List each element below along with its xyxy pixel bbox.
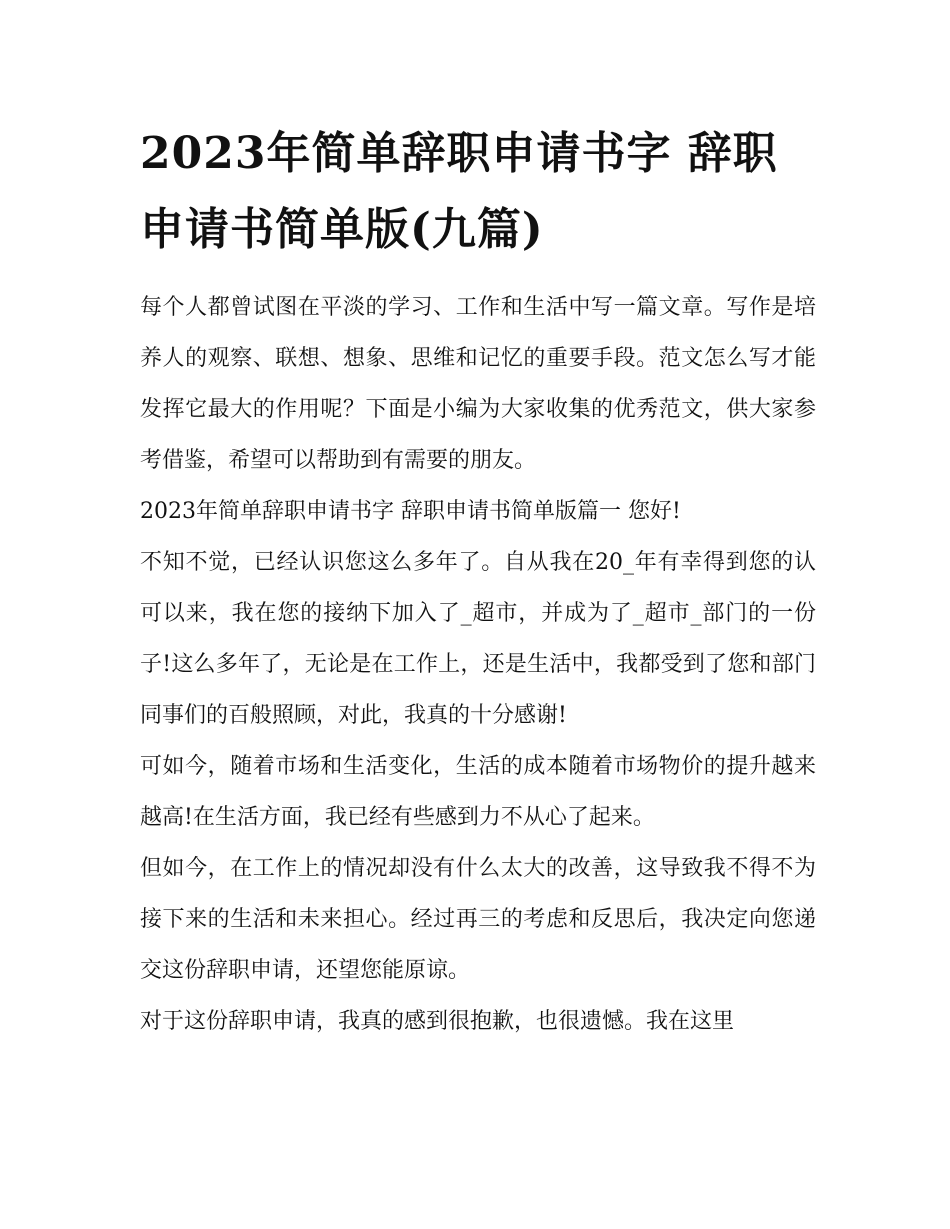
document-body [140, 282, 816, 1047]
document-title: 2023年简单辞职申请书字 辞职申请书简单版(九篇) [140, 128, 778, 255]
paragraph-gratitude: 不知不觉，已经认识您这么多年了。自从我在20_年有幸得到您的认可以来，我在您的接纳下加入了_超市，并成为了_超市_部门的一份子!这么多年了，无论是在工作上，还是生活中，我都受到了您和部门同事们的百般照顾，对此，我真的十分感谢! [140, 550, 816, 728]
paragraph-apology: 对于这份辞职申请，我真的感到很抱歉，也很遗憾。我在这里 [140, 1009, 735, 1034]
paragraph-decision: 但如今，在工作上的情况却没有什么太大的改善，这导致我不得不为接下来的生活和未来担心。经过再三的考虑和反思后，我决定向您递交这份辞职申请，还望您能原谅。 [140, 856, 816, 983]
paragraph-intro: 每个人都曾试图在平淡的学习、工作和生活中写一篇文章。写作是培养人的观察、联想、想象、思维和记忆的重要手段。范文怎么写才能发挥它最大的作用呢？下面是小编为大家收集的优秀范文，供大家参考借鉴，希望可以帮助到有需要的朋友。 [140, 295, 816, 473]
paragraph-living-cost: 可如今，随着市场和生活变化，生活的成本随着市场物价的提升越来越高!在生活方面，我已经有些感到力不从心了起来。 [140, 754, 816, 830]
paragraph-heading-greeting: 2023年简单辞职申请书字 辞职申请书简单版篇一 您好! [140, 499, 681, 524]
